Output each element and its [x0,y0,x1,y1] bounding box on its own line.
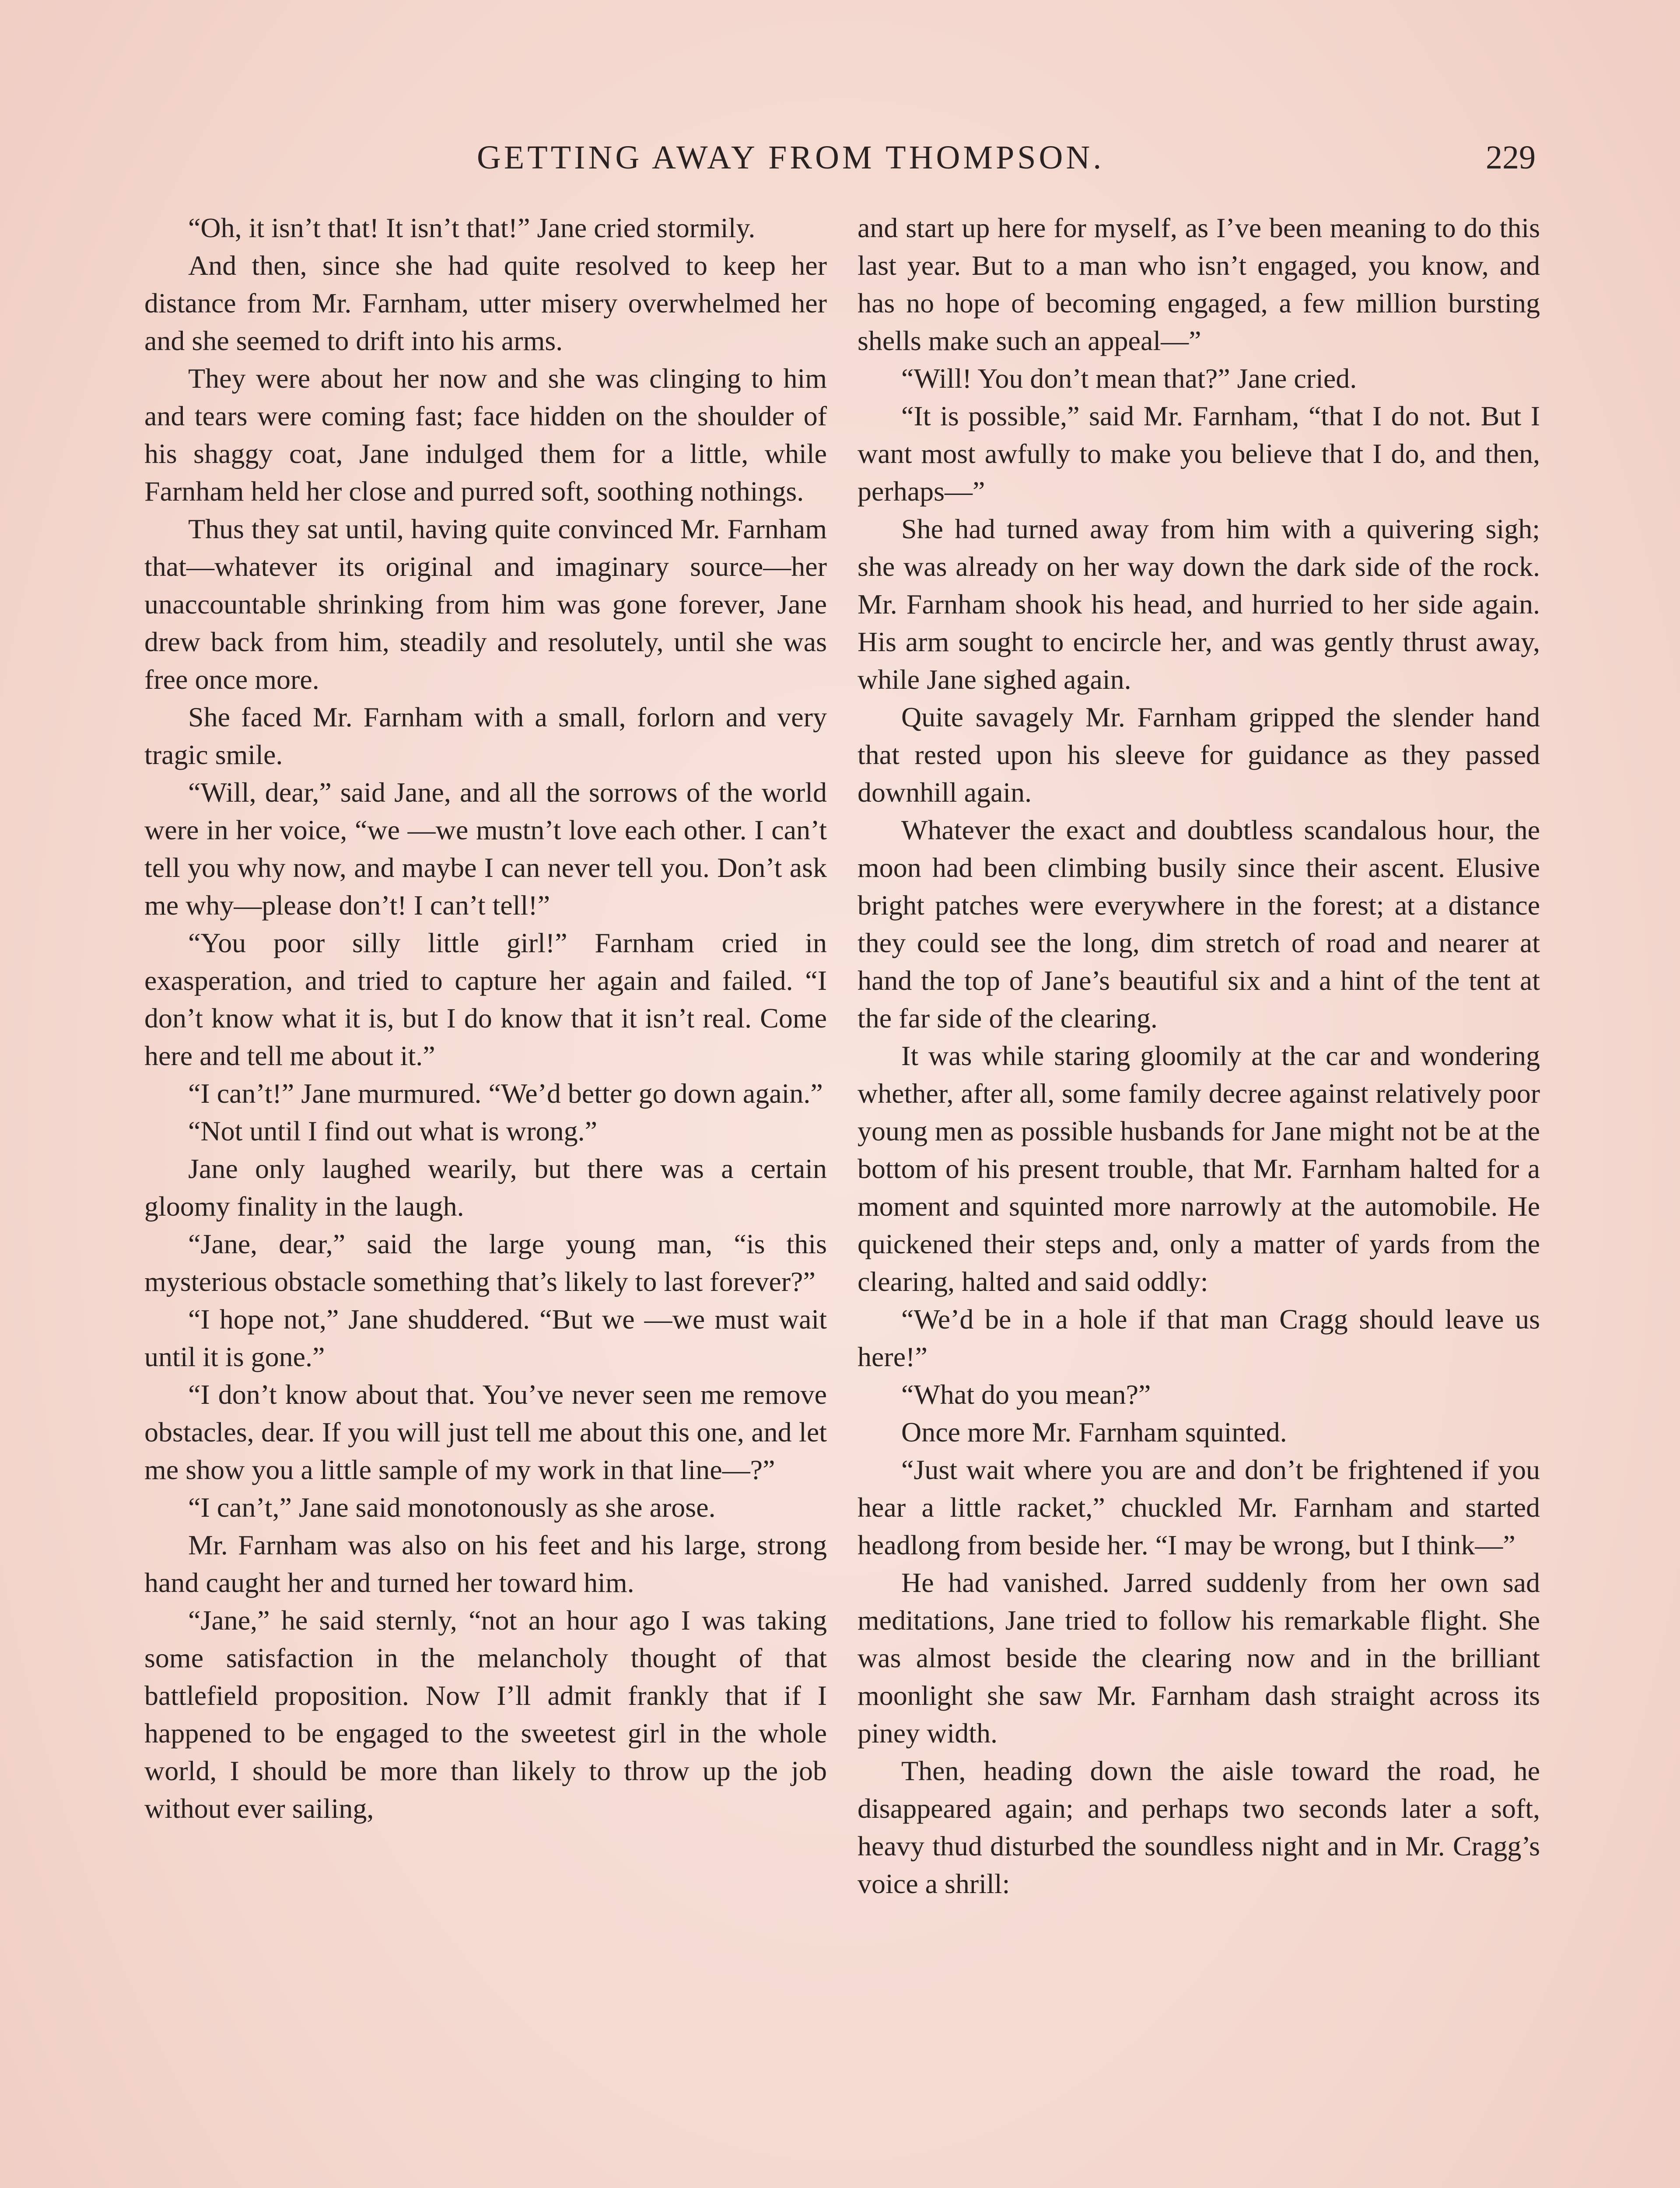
paragraph: Quite savagely Mr. Farnham gripped the slender hand that rested upon his sleeve for guidance as they passed downhill again. [858,701,1540,808]
paragraph: “I can’t!” Jane murmured. “We’d better go down again.” [188,1078,823,1109]
paragraph: Mr. Farnham was also on his feet and his large, strong hand caught her and turned her toward him. [144,1529,827,1598]
paragraph: Thus they sat until, having quite convinced Mr. Farnham that—whatever its original and imaginary source—her unaccountable shrinking from him was gone forever, Jane drew back from him, steadily and resolutely, until she was free once more. [144,513,827,695]
paragraph: “Will! You don’t mean that?” Jane cried. [901,363,1357,394]
paragraph: “Oh, it isn’t that! It isn’t that!” Jane cried stormily. [188,212,756,243]
paragraph: “What do you mean?” [901,1379,1151,1410]
paragraph: “Will, dear,” said Jane, and all the sorrows of the world were in her voice, “we —we mustn’t love each other. I can’t tell you why now, and maybe I can never tell you. Don’t ask me why—please don’t! I can’t tell!” [144,777,827,921]
paragraph: and start up here for myself, as I’ve been meaning to do this last year. But to a man who isn’t engaged, you know, and has no hope of becoming engaged, a few million bursting shells make such an appeal—” [858,212,1540,356]
paragraph: “You poor silly little girl!” Farnham cried in exasperation, and tried to capture her again and failed. “I don’t know what it is, but I do know that it isn’t real. Come here and tell me about it.” [144,927,827,1071]
paragraph: “It is possible,” said Mr. Farnham, “that I do not. But I want most awfully to make you believe that I do, and then, perhaps—” [858,400,1540,507]
paragraph: “I can’t,” Jane said monotonously as she arose. [188,1492,716,1523]
paragraph: She faced Mr. Farnham with a small, forlorn and very tragic smile. [144,701,827,770]
paragraph: Then, heading down the aisle toward the road, he disappeared again; and perhaps two seconds later a soft, heavy thud disturbed the soundless night and in Mr. Cragg’s voice a shrill: [858,1755,1540,1899]
right-column [858,209,1540,1903]
paragraph: He had vanished. Jarred suddenly from her own sad meditations, Jane tried to follow his remarkable flight. She was almost beside the clearing now and in the brilliant moonlight she saw Mr. Farnham dash straight across its piney width. [858,1567,1540,1749]
page-header [0,131,1680,184]
paragraph: Jane only laughed wearily, but there was a certain gloomy finality in the laugh. [144,1153,827,1222]
paragraph: They were about her now and she was clinging to him and tears were coming fast; face hidden on the shoulder of his shaggy coat, Jane indulged them for a little, while Farnham held her close and purred soft, soothing nothings. [144,363,827,507]
paragraph: She had turned away from him with a quivering sigh; she was already on her way down the dark side of the rock. Mr. Farnham shook his head, and hurried to her side again. His arm sought to encircle her, and was gently thrust away, while Jane sighed again. [858,513,1540,695]
left-column [144,209,827,1827]
paragraph: “We’d be in a hole if that man Cragg should leave us here!” [858,1304,1540,1372]
paragraph: It was while staring gloomily at the car and wondering whether, after all, some family decree against relatively poor young men as possible husbands for Jane might not be at the bottom of his present trouble, that Mr. Farnham halted for a moment and squinted more narrowly at the automobile. He quickened their steps and, only a matter of yards from the clearing, halted and said oddly: [858,1040,1540,1297]
paragraph: “Jane, dear,” said the large young man, “is this mysterious obstacle something that’s likely to last forever?” [144,1228,827,1297]
paragraph: Whatever the exact and doubtless scandalous hour, the moon had been climbing busily since their ascent. Elusive bright patches were everywhere in the forest; at a distance they could see the long, dim stretch of road and nearer at hand the top of Jane’s beautiful six and a hint of the tent at the far side of the clearing. [858,814,1540,1034]
paragraph: “Not until I find out what is wrong.” [188,1115,597,1147]
running-head: GETTING AWAY FROM THOMPSON. [477,139,1105,176]
paragraph: “I don’t know about that. You’ve never seen me remove obstacles, dear. If you will just tell me about this one, and let me show you a little sample of my work in that line—?” [144,1379,827,1485]
paragraph: “Jane,” he said sternly, “not an hour ago I was taking some satisfaction in the melancholy thought of that battlefield proposition. Now I’ll admit frankly that if I happened to be engaged to the sweetest girl in the whole world, I should be more than likely to throw up the job without ever sailing, [144,1605,827,1824]
page-number: 229 [1486,139,1536,176]
paragraph: “Just wait where you are and don’t be frightened if you hear a little racket,” chuckled Mr. Farnham and started headlong from beside her. “I may be wrong, but I think—” [858,1454,1540,1560]
paragraph: “I hope not,” Jane shuddered. “But we —we must wait until it is gone.” [144,1304,827,1372]
paragraph: And then, since she had quite resolved to keep her distance from Mr. Farnham, utter misery overwhelmed her and she seemed to drift into his arms. [144,250,827,356]
paragraph: Once more Mr. Farnham squinted. [901,1417,1287,1448]
